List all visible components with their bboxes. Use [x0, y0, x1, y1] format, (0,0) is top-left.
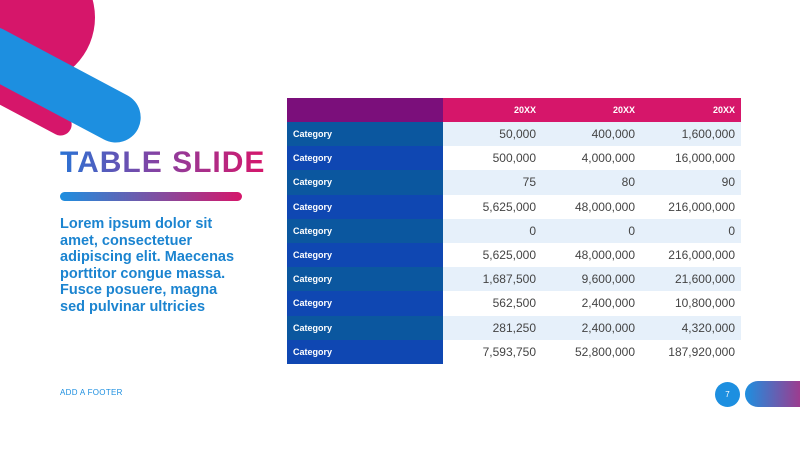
row-category-label: Category [287, 195, 443, 219]
table-cell: 500,000 [443, 146, 542, 170]
table-cell: 1,600,000 [641, 122, 741, 146]
row-category-label: Category [287, 170, 443, 194]
table-cell: 281,250 [443, 316, 542, 340]
table-cell: 216,000,000 [641, 195, 741, 219]
table-row [287, 291, 741, 315]
table-cell: 16,000,000 [641, 146, 741, 170]
table-cell: 80 [542, 170, 641, 194]
row-category-label: Category [287, 243, 443, 267]
table-row [287, 146, 741, 170]
row-category-label: Category [287, 316, 443, 340]
table-header-corner [287, 98, 443, 122]
data-table [287, 98, 741, 364]
table-cell: 4,320,000 [641, 316, 741, 340]
table-body [287, 122, 741, 364]
table-cell: 562,500 [443, 291, 542, 315]
row-category-label: Category [287, 340, 443, 364]
table-cell: 48,000,000 [542, 195, 641, 219]
row-category-label: Category [287, 291, 443, 315]
table-cell: 1,687,500 [443, 267, 542, 291]
row-category-label: Category [287, 146, 443, 170]
table-cell: 4,000,000 [542, 146, 641, 170]
table-cell: 216,000,000 [641, 243, 741, 267]
table-cell: 7,593,750 [443, 340, 542, 364]
table-cell: 0 [443, 219, 542, 243]
table-header-cell: 20XX [443, 98, 542, 122]
table-cell: 75 [443, 170, 542, 194]
table-row [287, 340, 741, 364]
table-row [287, 316, 741, 340]
table-header-cell: 20XX [641, 98, 741, 122]
table-cell: 2,400,000 [542, 291, 641, 315]
slide-body-text: Lorem ipsum dolor sit amet, consectetuer adipiscing elit. Maecenas porttitor congue massa. Fusce posuere, magna sed pulvinar ultricies [60, 216, 235, 315]
table-row [287, 219, 741, 243]
table-cell: 52,800,000 [542, 340, 641, 364]
table-row [287, 243, 741, 267]
row-category-label: Category [287, 219, 443, 243]
table-cell: 21,600,000 [641, 267, 741, 291]
table-header-cell: 20XX [542, 98, 641, 122]
table-cell: 400,000 [542, 122, 641, 146]
table-row [287, 267, 741, 291]
table-cell: 90 [641, 170, 741, 194]
title-underline-bar [60, 192, 242, 201]
table-cell: 9,600,000 [542, 267, 641, 291]
page-number-badge: 7 [715, 382, 740, 407]
table-row [287, 195, 741, 219]
table-cell: 2,400,000 [542, 316, 641, 340]
table-cell: 50,000 [443, 122, 542, 146]
table-header [287, 98, 741, 122]
row-category-label: Category [287, 122, 443, 146]
table-cell: 48,000,000 [542, 243, 641, 267]
table-cell: 10,800,000 [641, 291, 741, 315]
table-cell: 0 [542, 219, 641, 243]
table-row [287, 170, 741, 194]
table-cell: 5,625,000 [443, 195, 542, 219]
table-cell: 0 [641, 219, 741, 243]
table-header-row [287, 98, 741, 122]
row-category-label: Category [287, 267, 443, 291]
decorative-corner-pill [745, 381, 800, 407]
table-cell: 5,625,000 [443, 243, 542, 267]
slide-title: TABLE SLIDE [60, 146, 266, 179]
table-row [287, 122, 741, 146]
table-cell: 187,920,000 [641, 340, 741, 364]
slide-footer: ADD A FOOTER [60, 388, 123, 397]
